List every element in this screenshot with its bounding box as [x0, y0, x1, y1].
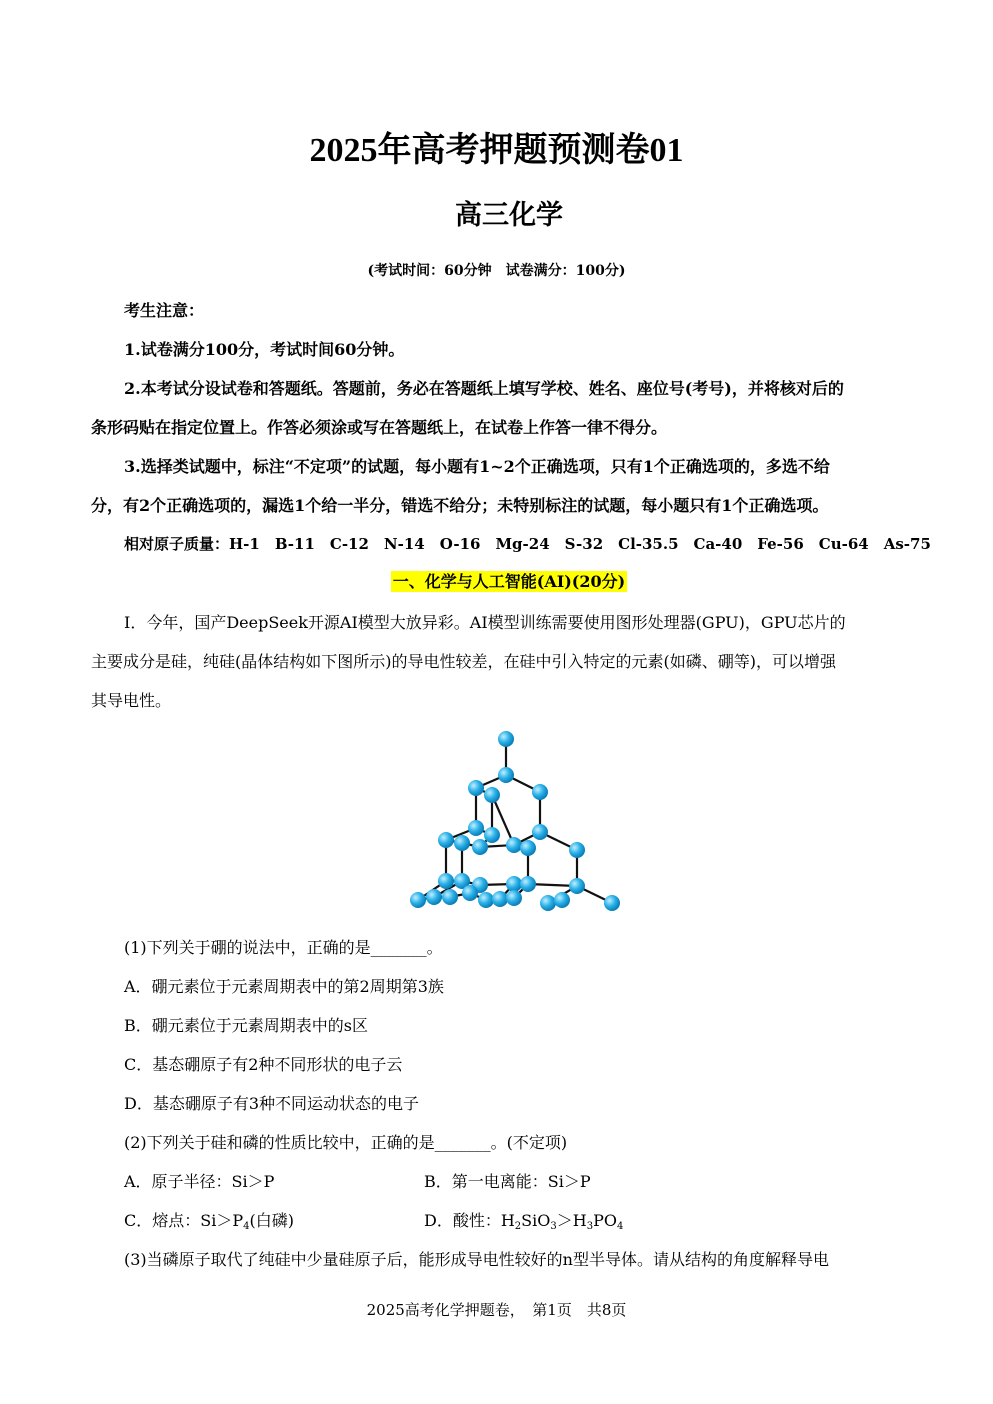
silicon-atom: [506, 876, 522, 892]
silicon-atom: [438, 832, 454, 848]
silicon-atom: [532, 824, 548, 840]
notice-item-3-line-1: 3.选择类试题中，标注“不定项”的试题，每小题有1~2个正确选项，只有1个正确选项的，多选不给: [124, 457, 830, 476]
notice-heading: 考生注意：: [124, 301, 205, 320]
question-1-option-c: C．基态硼原子有2种不同形状的电子云: [124, 1055, 403, 1074]
silicon-atom: [506, 890, 522, 906]
silicon-atom: [569, 842, 585, 858]
silicon-atom: [532, 784, 548, 800]
silicon-atom: [506, 837, 522, 853]
notice-item-2-line-2: 条形码贴在指定位置上。作答必须涂或写在答题纸上，在试卷上作答一律不得分。: [91, 418, 668, 437]
page-footer: 2025高考化学押题卷， 第1页 共8页: [366, 1301, 627, 1319]
silicon-atom: [569, 878, 585, 894]
silicon-atom: [604, 895, 620, 911]
atomic-mass-line: 相对原子质量：H-1 B-11 C-12 N-14 O-16 Mg-24 S-32 Cl-35.5 Ca-40 Fe-56 Cu-64 As-75: [124, 535, 931, 553]
silicon-atom: [438, 873, 454, 889]
question-2-option-d: D．酸性：$H_2SiO_3>H_3PO_4$: [424, 1211, 624, 1232]
question-1-option-a: A．硼元素位于元素周期表中的第2周期第3族: [124, 977, 444, 996]
notice-item-3-line-2: 分，有2个正确选项的，漏选1个给一半分，错选不给分；未特别标注的试题，每小题只有1个正确选项。: [91, 496, 829, 515]
silicon-atom: [454, 835, 470, 851]
intro-line-2: 主要成分是硅，纯硅(晶体结构如下图所示)的导电性较差，在硅中引入特定的元素(如磷、硼等)，可以增强: [91, 652, 836, 671]
question-1-option-b: B．硼元素位于元素周期表中的s区: [124, 1016, 368, 1035]
question-2-option-c: C．熔点：$Si>P_4$(白磷): [124, 1211, 294, 1232]
intro-line-1: I．今年，国产DeepSeek开源AI模型大放异彩。AI模型训练需要使用图形处理器(GPU)，GPU芯片的: [124, 613, 846, 632]
silicon-atom: [492, 891, 508, 907]
page-subtitle: 高三化学: [455, 200, 563, 231]
section-heading-text: 一、化学与人工智能(AI)(20分): [392, 572, 626, 591]
silicon-atom: [520, 840, 536, 856]
exam-info: (考试时间：60分钟 试卷满分：100分): [367, 263, 626, 279]
silicon-atom: [520, 876, 536, 892]
page-title: 2025年高考押题预测卷01: [309, 132, 684, 169]
silicon-atom: [498, 767, 514, 783]
silicon-atom: [554, 892, 570, 908]
notice-item-1: 1.试卷满分100分，考试时间60分钟。: [124, 340, 405, 359]
question-3-stem: (3)当磷原子取代了纯硅中少量硅原子后，能形成导电性较好的n型半导体。请从结构的角度解释导电: [124, 1250, 829, 1269]
silicon-atom: [442, 889, 458, 905]
silicon-atom: [468, 780, 484, 796]
silicon-atom: [478, 892, 494, 908]
question-1-option-d: D．基态硼原子有3种不同运动状态的电子: [124, 1094, 420, 1113]
silicon-atom: [472, 839, 488, 855]
silicon-atom: [484, 787, 500, 803]
question-2-option-b: B．第一电离能：Si＞P: [424, 1172, 591, 1191]
question-2-option-a: A．原子半径：Si＞P: [124, 1172, 275, 1191]
silicon-atom: [484, 827, 500, 843]
silicon-atom: [462, 885, 478, 901]
question-1-stem: (1)下列关于硼的说法中，正确的是_______。: [124, 938, 443, 957]
silicon-atom: [426, 889, 442, 905]
silicon-atom: [540, 895, 556, 911]
question-2-stem: (2)下列关于硅和磷的性质比较中，正确的是_______。(不定项): [124, 1133, 568, 1152]
silicon-atom: [410, 892, 426, 908]
notice-item-2-line-1: 2.本考试分设试卷和答题纸。答题前，务必在答题纸上填写学校、姓名、座位号(考号)，并将核对后的: [124, 379, 844, 398]
intro-line-3: 其导电性。: [91, 691, 172, 710]
section-heading: [0, 569, 993, 592]
silicon-atom: [498, 731, 514, 747]
silicon-atom: [468, 820, 484, 836]
silicon-crystal-structure-figure: [400, 724, 630, 918]
